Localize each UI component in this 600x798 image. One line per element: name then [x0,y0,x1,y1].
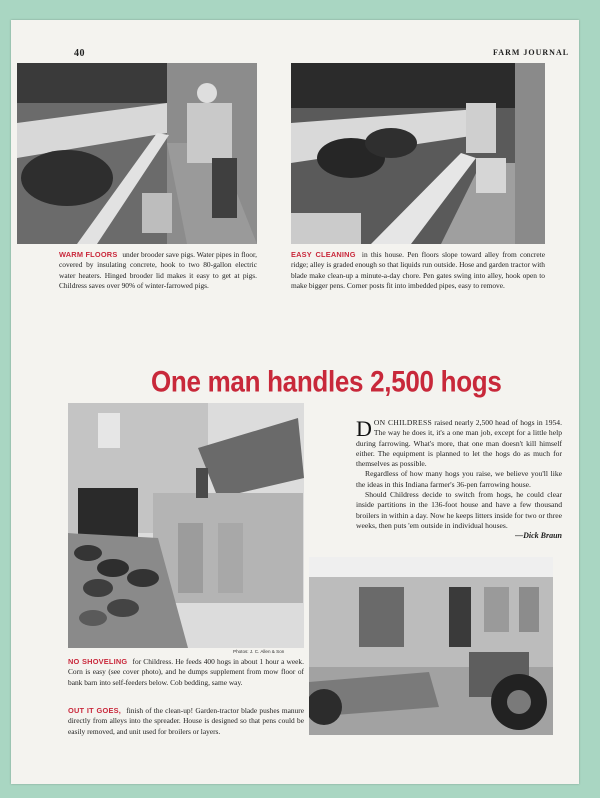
caption-lead: NO SHOVELING [68,657,128,666]
caption-text: under brooder save pigs. Water pipes in floor, covered by insulating concrete, hook to two 80-gallon electric water heaters. Hinged brooder lid makes it easy to get at pigs. Childress saves over 90% of winter-farrowed pigs. [59,250,257,291]
article-paragraph-3: Should Childress decide to switch from hogs, he could clear inside partitions in the 136-foot house and have a few thousand broilers in within a day. Now he keeps litters inside for two or three weeks, then puts 'em outside in individual houses. [356,490,562,530]
photo-out-it-goes [309,557,553,735]
photo-easy-cleaning [291,63,545,244]
caption-no-shoveling [68,657,304,688]
caption-text: finish of the clean-up! Garden-tractor blade pushes manure directly from alleys into the spreader. House is designed so that pens could be easily removed, and unit used for broilers or layers. [68,706,304,736]
photo-credit: Photos: J. C. Allen & Son [233,649,285,654]
drop-cap: D [356,416,372,441]
caption-text: in this house. Pen floors slope toward alley from concrete ridge; alley is graded enough so that liquids run outside. Hose and garden tractor with blade make clean-up a minute-a-day chore. Pen gates swing into alley, hook open to make bigger pens. Corner posts fit into imbedded pipes, easy to remove. [291,250,545,291]
caption-lead: OUT IT GOES, [68,706,121,715]
article-body [356,418,562,542]
article-paragraph-1: raised nearly 2,500 head of hogs in 1954. The way he does it, it's a one man job, except for a little help during farrowing. What's more, that one man doesn't kill himself either. The equipment is planned to let the hogs do as much for themselves as possible. [356,418,562,469]
caption-lead: EASY CLEANING [291,250,356,259]
article-paragraph-2: Regardless of how many hogs you raise, we believe you'll like the ideas in this Indiana farmer's 36-pen farrowing house. [356,469,562,489]
caption-warm-floors [59,250,257,292]
caption-easy-cleaning [291,250,545,292]
caption-lead: WARM FLOORS [59,250,118,259]
caption-out-it-goes [68,706,304,737]
article-opening: ON CHILDRESS [373,418,433,427]
magazine-page [11,20,579,784]
magazine-name: FARM JOURNAL [493,48,570,57]
article-paragraph [356,418,562,469]
headline: One man handles 2,500 hogs [151,364,502,399]
page-number: 40 [74,48,85,59]
byline: —Dick Braun [515,531,562,541]
photo-no-shoveling [68,403,304,648]
caption-text: for Childress. He feeds 400 hogs in about 1 hour a week. Corn is easy (see cover photo), and he dumps supplement from mow floor of bank barn into self-feeders below. Cob bedding, same way. [68,657,304,687]
photo-warm-floors [17,63,257,244]
